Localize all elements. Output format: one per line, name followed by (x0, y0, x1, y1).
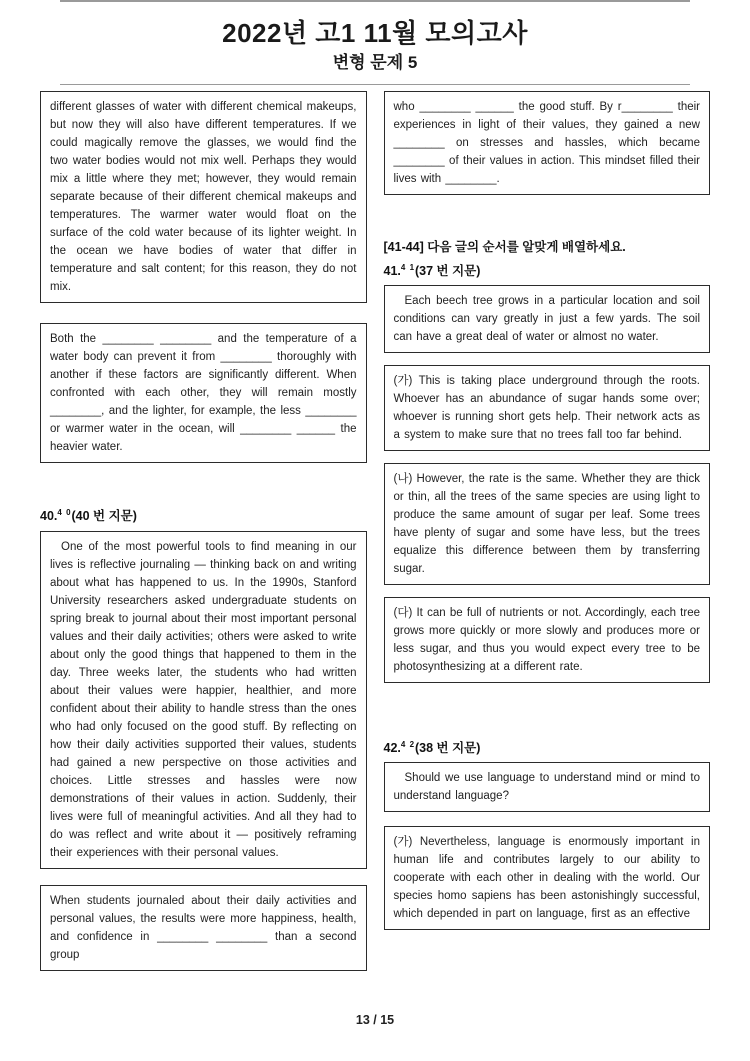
passage-box-41-na: (나) However, the rate is the same. Whether they are thick or thin, all the trees of the same species are using light to produce the same amount of sugar per leaf. Some trees have plenty of sugar and some have less, but the trees equalize this difference between them by transferring sugar. (384, 463, 711, 585)
summary-box-40-continuation: who ________ ______ the good stuff. By r________ their experiences in light of their values, they gained a new ________ on stresses and hassles, which became ________ of their values in action. This mindset filled their lives with ________. (384, 91, 711, 195)
passage-box-41-ga: (가) This is taking place underground through the roots. Whoever has an abundance of sugar hands some over; whoever is running short gets help. Their network acts as a system to make sure that no trees fall too far behind. (384, 365, 711, 451)
question-40-superscript: 4 0 (57, 507, 72, 517)
question-41-header (384, 260, 711, 279)
passage-box-39-continuation: different glasses of water with different chemical makeups, but now they will also have different temperatures. If we could magically remove the glasses, we would find the two water bodies would not mix well. Perhaps they would mix a little where they met; however, they would remain separate because of their different chemical makeups and temperatures. The warmer water would float on the surface of the cold water because of its lighter weight. In the ocean we have bodies of water that differ in temperature and salt content; for this reason, they do not mix. (40, 91, 367, 303)
question-40-ref: (40 번 지문) (71, 508, 137, 523)
question-42-superscript: 4 2 (400, 739, 416, 749)
question-42-ref: (38 번 지문) (415, 740, 481, 755)
page-header (0, 2, 750, 74)
question-40-number: 40. (40, 508, 58, 523)
question-41-superscript: 4 1 (400, 262, 416, 272)
question-42-header (384, 737, 711, 756)
page-title: 2022년 고1 11월 모의고사 (222, 18, 528, 48)
page-number: 13 / 15 (355, 1013, 395, 1027)
right-column (384, 91, 711, 930)
question-41-ref: (37 번 지문) (415, 263, 481, 278)
summary-box-40-blanks: When students journaled about their daily activities and personal values, the results were more happiness, health, and confidence in ________ ________ than a second group (40, 885, 367, 971)
passage-box-42-intro: Should we use language to understand mind or mind to understand language? (384, 762, 711, 812)
passage-box-41-da: (다) It can be full of nutrients or not. Accordingly, each tree grows more quickly or more slowly and produces more or less sugar, and thus you would expect every tree to be photosynthesizing at a different rate. (384, 597, 711, 683)
question-40-header (40, 505, 367, 524)
section-41-44-header: [41-44] 다음 글의 순서를 알맞게 배열하세요. (383, 239, 626, 254)
question-42-number: 42. (383, 740, 401, 755)
passage-box-42-ga: (가) Nevertheless, language is enormously important in human life and contributes largely to our ability to cooperate with each other in dealing with the world. Our species homo sapiens has been astonishingly successful, which depended in part on language, first as an effective (384, 826, 711, 930)
question-41-number: 41. (383, 263, 401, 278)
left-column (40, 91, 367, 971)
passage-box-41-intro: Each beech tree grows in a particular location and soil conditions can vary greatly in just a few yards. The soil can have a great deal of water or almost no water. (384, 285, 711, 353)
summary-box-39-blanks: Both the ________ ________ and the temperature of a water body can prevent it from ________ thoroughly with another if these factors are significantly different. When confronted with each other, they will remain mostly ________, and the lighter, for example, the less ________ or warmer water in the ocean, will ________ ______ the heavier water. (40, 323, 367, 463)
page-subtitle: 변형 문제 5 (332, 53, 418, 73)
content-columns (0, 85, 750, 971)
passage-box-40: One of the most powerful tools to find meaning in our lives is reflective journaling — thinking back on and writing about what has happened to us. In the 1990s, Stanford University researchers asked undergraduate students on spring break to journal about their most important personal values and their daily activities; others were asked to write about only the good things that happened to them in the day. Three weeks later, the students who had written about their values were happier, healthier, and more confident about their ability to handle stress than the ones who had only focused on the good stuff. By reflecting on how their daily activities supported their values, students had gained a new perspective on those activities and choices. Little stresses and hassles were now demonstrations of their values in action. Suddenly, their lives were full of meaningful activities. And all they had to do was reflect and write about it — positively reframing their experiences with their personal values. (40, 531, 367, 869)
